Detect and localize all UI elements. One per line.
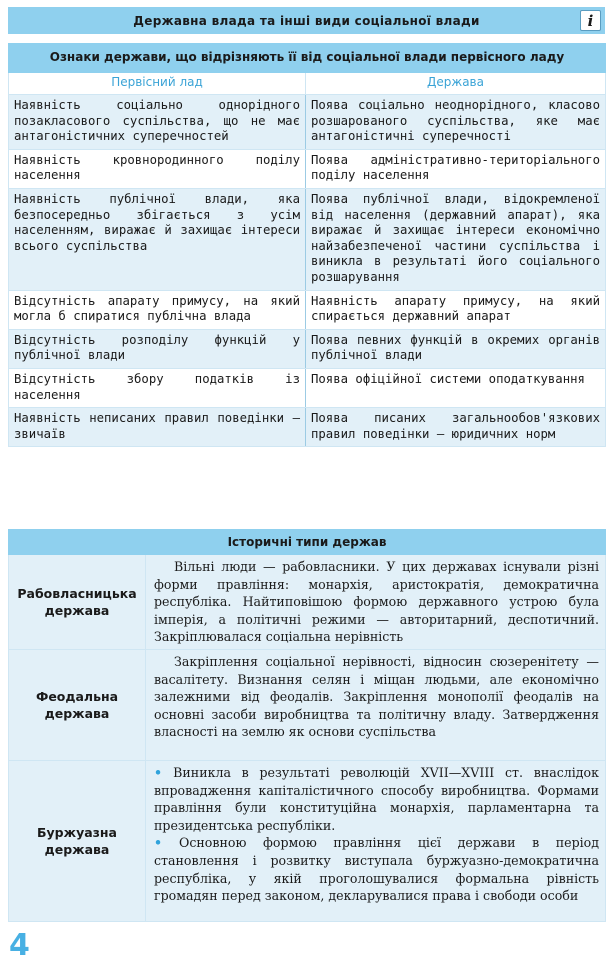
column-header-state: Держава [306,73,606,95]
primitive-cell: Наявність кровнородинного поділу населення [9,149,306,188]
bullet-icon: • [154,835,180,851]
table-caption: Ознаки держави, що відрізняють її від соціальної влади первісного ладу [9,44,606,73]
state-type-description [146,555,606,650]
state-type-description [146,649,606,760]
table-row [9,188,606,290]
table-row [9,408,606,447]
page-number: 4 [9,928,30,963]
primitive-cell: Наявність соціально однорідного позакласового суспільства, що не має антагоністичних суперечностей [9,95,306,150]
table-row [9,290,606,329]
state-cell: Поява адміністративно-територіального поділу населення [306,149,606,188]
bullet-item [154,834,599,904]
historical-types-table [8,529,606,922]
state-cell: Поява публічної влади, відокремленої від населення (державний апарат), яка виражає й захищає інтереси економічно найзабезпеченої частини суспільства і виникла в результаті його соціального розшарування [306,188,606,290]
state-type-label: Феодальна держава [9,649,146,760]
primitive-cell: Відсутність апарату примусу, на який могла б спиратися публічна влада [9,290,306,329]
primitive-cell: Відсутність розподілу функцій у публічної влади [9,329,306,368]
table-row [9,760,606,921]
section-header [8,7,605,34]
state-cell: Наявність апарату примусу, на який спирається державний апарат [306,290,606,329]
section-title: Державна влада та інші види соціальної влади [133,13,480,28]
state-type-description [146,760,606,921]
table-row [9,368,606,407]
table-caption: Історичні типи держав [9,530,606,555]
state-cell: Поява офіційної системи оподаткування [306,368,606,407]
table-row [9,149,606,188]
state-features-table [8,43,606,447]
state-cell: Поява соціально неоднорідного, класово розшарованого суспільства, яке має антагоністичні суперечності [306,95,606,150]
description-paragraph: Закріплення соціальної нерівності, відносин сюзеренітету — васалітету. Визнання селян і міщан людьми, але економічно залежними від феодалів. Закріплення монополії феодалів на основні засоби виробництва та політичну владу. Затвердження власності на землю як основи суспільства [154,653,600,740]
description-paragraph: Виникла в результаті революцій XVII—XVIII ст. внаслідок впровадження капіталістичного способу виробництва. Формами правління були конституційна монархія, парламентарна та президентська республіки. [154,764,600,833]
table-row [9,649,606,760]
primitive-cell: Наявність публічної влади, яка безпосередньо збігається з усім населенням, виражає й захищає інтереси всього суспільства [9,188,306,290]
state-type-label: Буржуазна держава [9,760,146,921]
table-row [9,329,606,368]
table-row [9,555,606,650]
table-row [9,95,606,150]
primitive-cell: Наявність неписаних правил поведінки — звичаїв [9,408,306,447]
state-type-label: Рабовласницька держава [9,555,146,650]
info-icon: i [580,10,601,31]
description-paragraph: Основною формою правління цієї держави в період становлення і розвитку виступала буржуазно-демократична республіка, у якій проголошувалися формальна рівність громадян перед законом, декларувалися права і свободи особи [154,835,600,904]
description-paragraph: Вільні люди — рабовласники. У цих державах існували різні форми правління: монархія, аристократія, демократична республіка. Найтиповішою формою державного устрою була імперія, а політичні режими — авторитарний, деспотичний. Закріплювалася соціальна нерівність [154,559,600,645]
bullet-item [154,764,599,834]
primitive-cell: Відсутність збору податків із населення [9,368,306,407]
column-header-primitive: Первісний лад [9,73,306,95]
state-cell: Поява писаних загальнообов'язкових правил поведінки — юридичних норм [306,408,606,447]
state-cell: Поява певних функцій в окремих органів публічної влади [306,329,606,368]
bullet-icon: • [154,764,174,780]
